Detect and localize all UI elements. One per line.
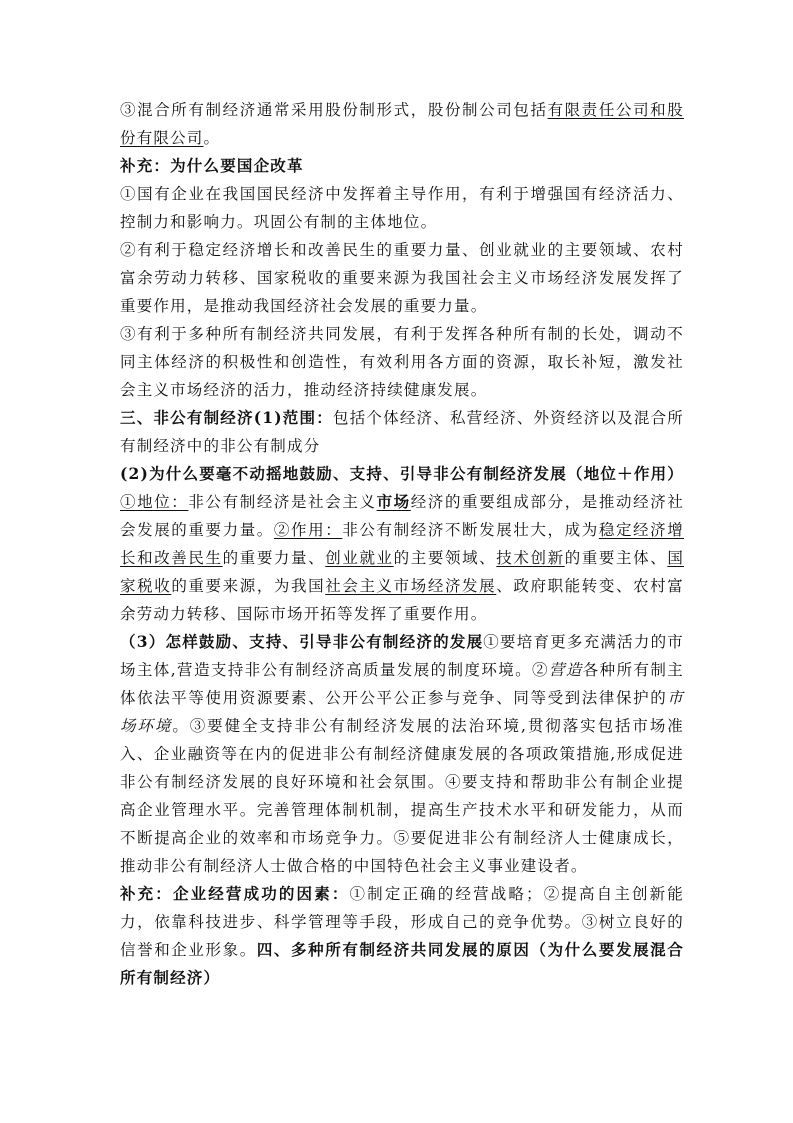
text-run: 的主要领域、 [393, 549, 497, 567]
text-run: 。 [203, 129, 221, 147]
subsection-heading: (2)为什么要毫不动摇地鼓励、支持、引导非公有制经济发展（地位＋作用） [120, 464, 684, 483]
paragraph-soe-point-1: ①国有企业在我国国民经济中发挥着主导作用，有利于增强国有经济活力、控制力和影响力。巩固公有制的主体地位。 [120, 185, 684, 231]
paragraph-soe-point-3: ③有利于多种所有制经济共同发展，有利于发挥各种所有制的长处，调动不同主体经济的积极性和创造性，有效利用各方面的资源，取长补短，激发社会主义市场经济的活力，推动经济持续健康发展。 [120, 325, 684, 399]
paragraph-non-public-how [120, 628, 684, 880]
text-run: 非公有制经济是社会主义 [188, 493, 377, 511]
underlined-term: ①地位： [120, 493, 189, 511]
supplement-heading: 补充：企业经营成功的因素： [120, 884, 350, 903]
paragraph-non-public-why [120, 460, 684, 628]
text-run: 经济的重要组成部分，是推动经济社会发展的重要力量。 [120, 493, 685, 539]
underlined-term: 有限责任公司和股份有限公司 [120, 101, 684, 147]
subsection-heading: （3）怎样鼓励、支持、引导非公有制经济的发展 [120, 632, 484, 651]
paragraph-business-success [120, 880, 684, 992]
section-heading: 四、多种所有制经济共同发展的原因（为什么要发展混合所有制经济） [120, 940, 684, 987]
text-run: 非公有制经济不断发展壮大，成为 [342, 521, 599, 539]
text-run: 包括个体经济、私营经济、外资经济以及混合所有制经济中的非公有制成分 [120, 409, 684, 455]
underlined-term: 稳定经济增长和改善民生 [120, 521, 684, 567]
document-body [120, 96, 684, 992]
underlined-term: 技术创新 [496, 549, 565, 567]
section-heading: 三、非公有制经济(1)范围： [120, 408, 333, 427]
paragraph-non-public-scope [120, 404, 684, 460]
underlined-term: 社会主义市场经济发展 [325, 577, 497, 595]
text-run: 的重要力量、 [222, 549, 326, 567]
underlined-term: 国家税收 [120, 549, 685, 595]
italic-term: 市场环境 [120, 689, 684, 735]
italic-term: 营造 [548, 661, 583, 679]
text-run: 各种所有制主体依法平等使用资源要素、公开公平公正参与竞争、同等受到法律保护的 [120, 661, 684, 707]
text-run: 、政府职能转变、农村富余劳动力转移、国际市场开拓等发挥了重要作用。 [120, 577, 684, 623]
heading-soe-reform: 补充：为什么要国企改革 [120, 156, 304, 175]
underlined-term: ②作用： [273, 521, 343, 539]
text-run: ③混合所有制经济通常采用股份制形式，股份制公司包括 [120, 101, 548, 119]
text-run: 的重要主体、 [564, 549, 668, 567]
paragraph-mixed-ownership-form [120, 96, 684, 152]
text-run: 的重要来源，为我国 [171, 577, 326, 595]
text-run: ①要培育更多充满活力的市场主体,营造支持非公有制经济高质量发展的制度环境。② [120, 633, 685, 679]
text-run: 。③要健全支持非公有制经济发展的法治环境,贯彻落实包括市场准入、企业融资等在内的促进非公有制经济健康发展的各项政策措施,形成促进非公有制经济发展的良好环境和社会氛围。④要支持和帮助非公有制企业提高企业管理水平。完善管理体制机制，提高生产技术水平和研发能力，从而不断提高企业的效率和市场竞争力。⑤要促进非公有制经济人士健康成长，推动非公有制经济人士做合格的中国特色社会主义事业建设者。 [120, 717, 684, 875]
text-run: ①制定正确的经营战略；②提高自主创新能力，依靠科技进步、科学管理等手段，形成自己的竞争优势。③树立良好的信誉和企业形象。 [120, 885, 684, 959]
underlined-term: 创业就业 [325, 549, 394, 567]
underlined-term: 市场 [376, 492, 411, 511]
paragraph-soe-point-2: ②有利于稳定经济增长和改善民生的重要力量、创业就业的主要领域、农村富余劳动力转移、国家税收的重要来源为我国社会主义市场经济发展发挥了重要作用，是推动我国经济社会发展的重要力量。 [120, 241, 684, 315]
